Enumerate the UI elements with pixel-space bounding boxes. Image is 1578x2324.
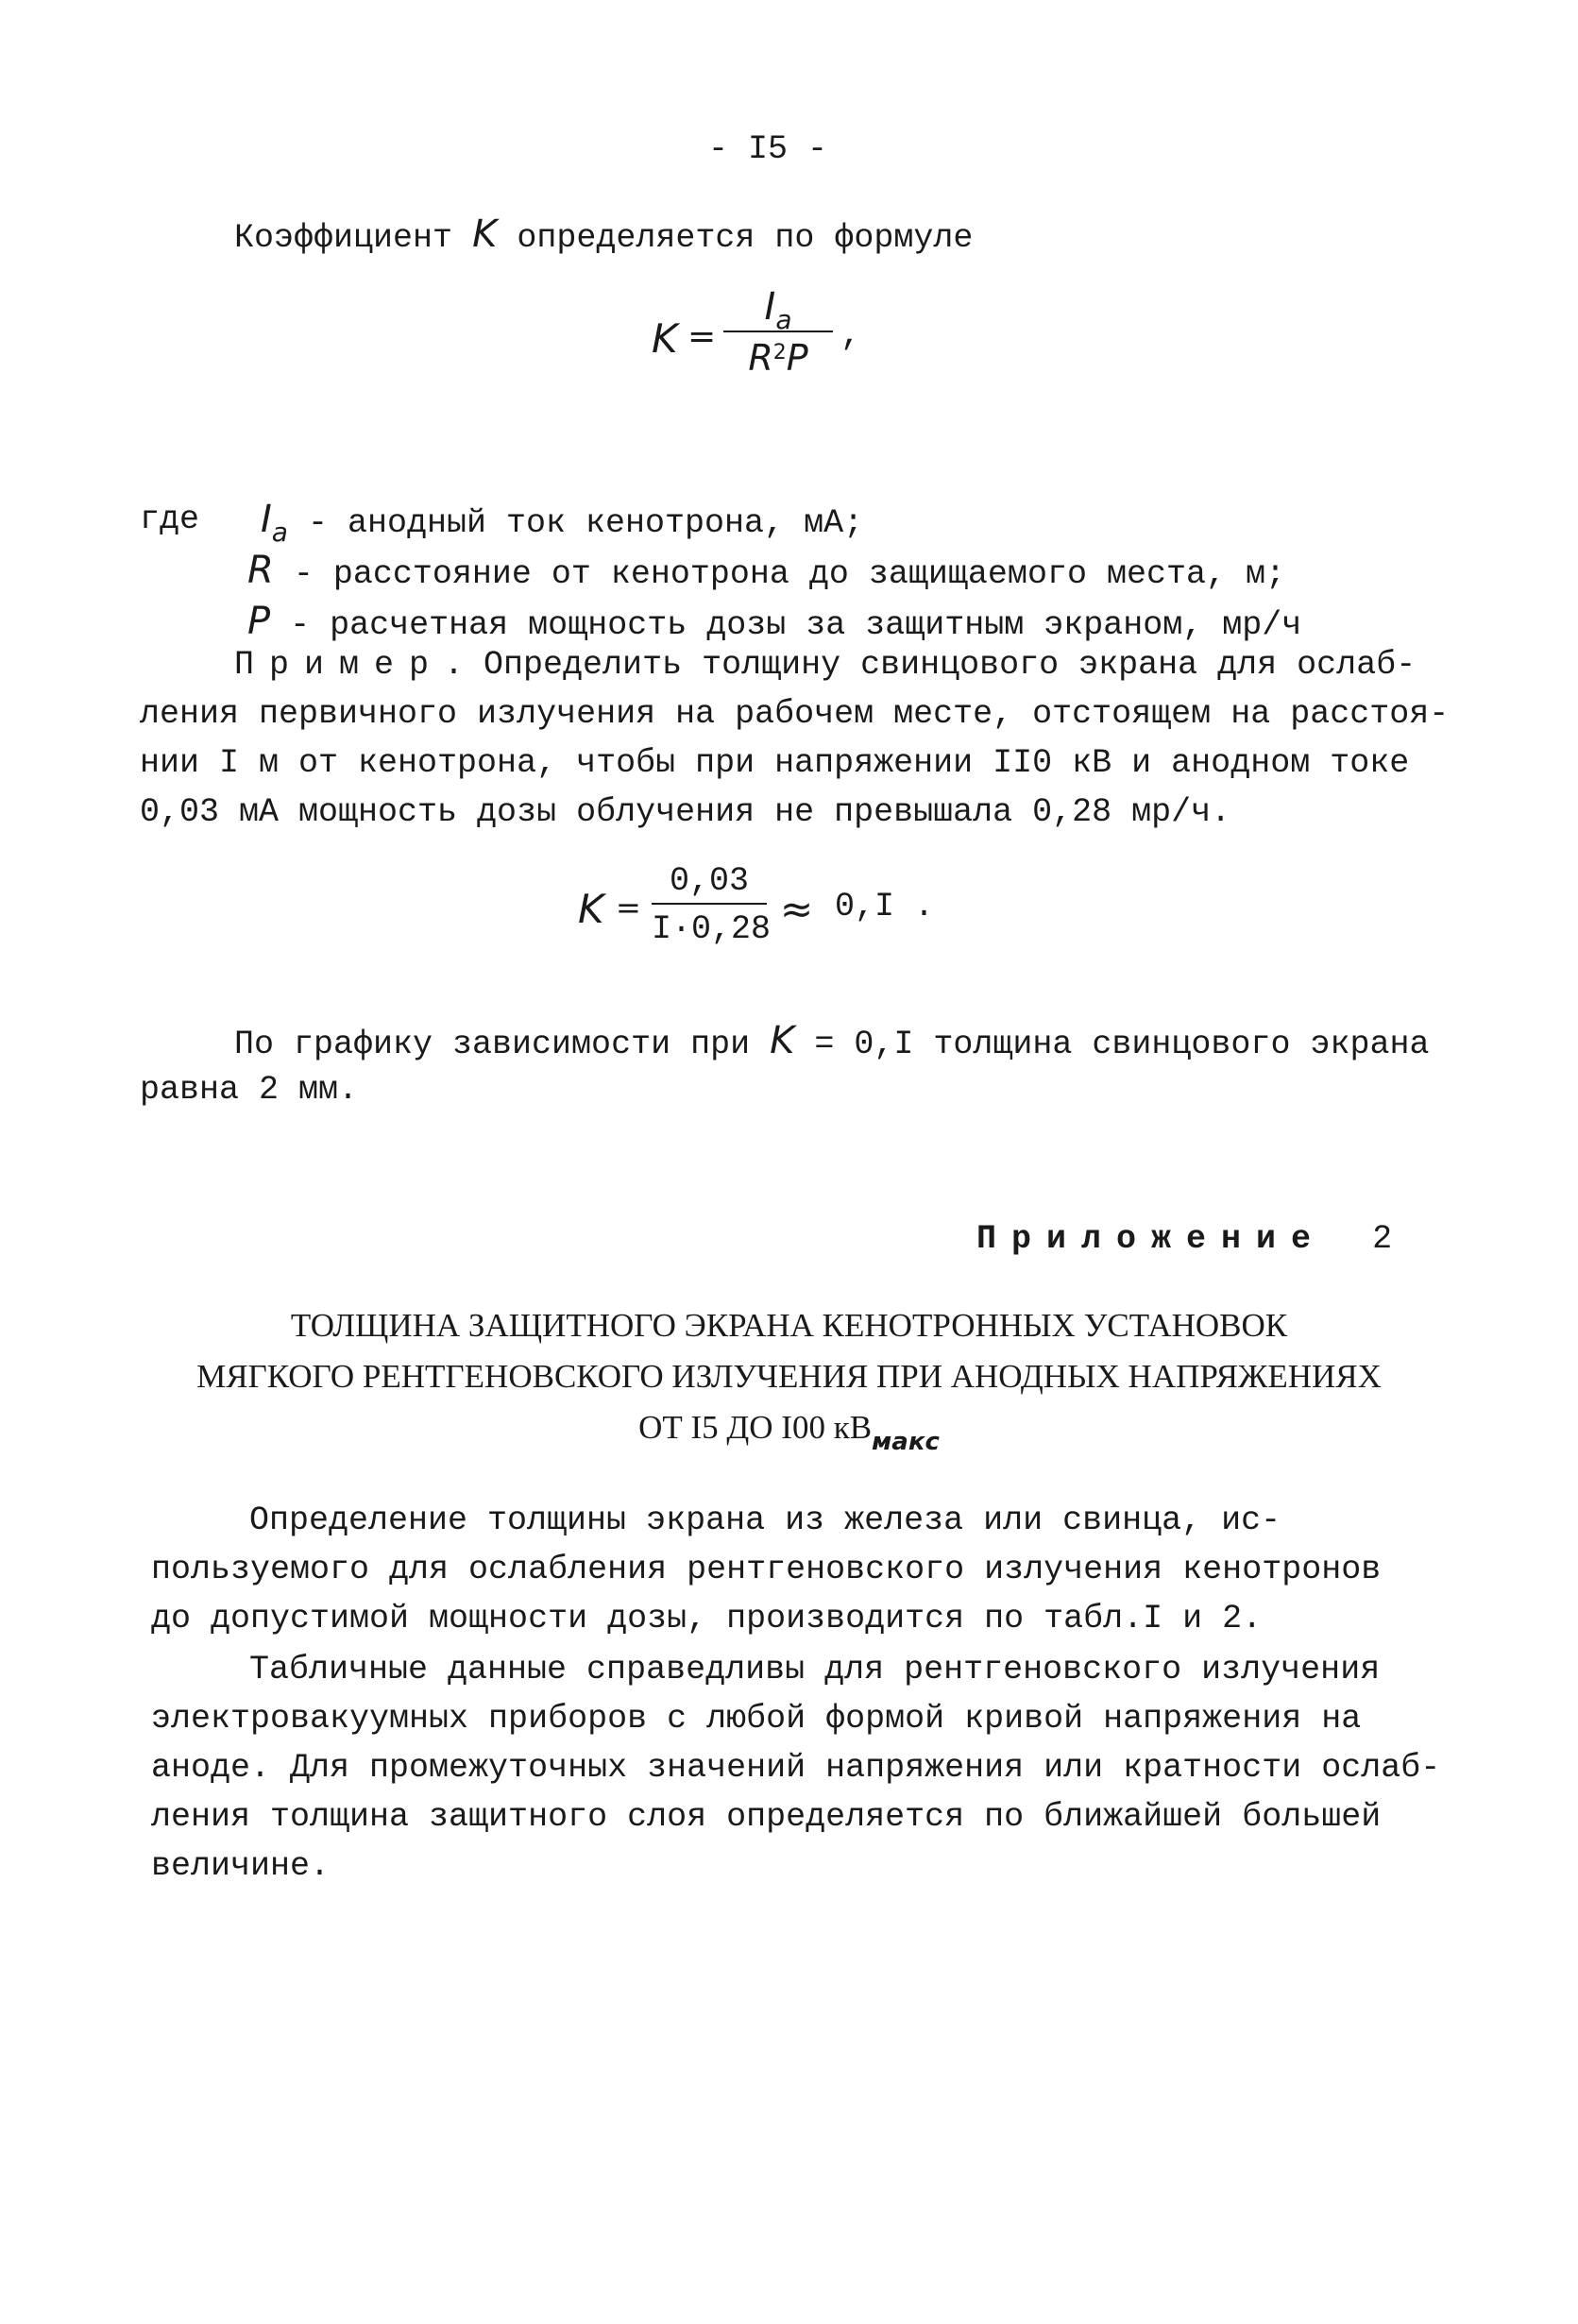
paragraph-2-line-4: ления толщина защитного слоя определяется по ближайшей большей	[151, 1798, 1382, 1836]
formula-k-fraction	[723, 283, 833, 380]
appendix-title-line-2: МЯГКОГО РЕНТГЕНОВСКОГО ИЗЛУЧЕНИЯ ПРИ АНОДНЫХ НАПРЯЖЕНИЯХ	[196, 1358, 1382, 1395]
formula-example-numerator: 0,03	[652, 859, 767, 905]
graph-note-prefix: По графику зависимости при	[234, 1026, 751, 1063]
definition-p	[247, 601, 1301, 646]
formula-k-comma: ,	[840, 315, 861, 354]
example-line-3: нии I м от кенотрона, чтобы при напряжении II0 кВ и анодном токе	[140, 744, 1410, 782]
appendix-number: 2	[1372, 1220, 1393, 1258]
formula-example-fraction	[652, 859, 772, 950]
intro-sentence	[234, 213, 973, 259]
formula-k-num-i: I	[764, 285, 776, 329]
intro-prefix: Коэффициент	[234, 219, 453, 257]
paragraph-2-line-3: аноде. Для промежуточных значений напряжения или кратности ослаб-	[151, 1749, 1441, 1787]
definition-p-text: - расчетная мощность дозы за защитным экраном, мр/ч	[290, 606, 1302, 644]
formula-example-result: 0,I .	[835, 888, 935, 925]
example-line-1	[234, 644, 1416, 686]
formula-example-equals: =	[616, 890, 641, 925]
paragraph-1-line-2: пользуемого для ослабления рентгеновского излучения кенотронов	[151, 1551, 1382, 1588]
appendix-title-line-1: ТОЛЩИНА ЗАЩИТНОГО ЭКРАНА КЕНОТРОННЫХ УСТАНОВОК	[290, 1307, 1288, 1344]
definition-ia-sub: a	[271, 517, 288, 548]
graph-note-line-1	[234, 1020, 1429, 1065]
formula-k-numerator	[723, 283, 833, 335]
intro-suffix: определяется по формуле	[517, 219, 974, 257]
formula-example-approx: ≈	[780, 886, 814, 932]
definition-ia-symbol: I	[261, 498, 272, 541]
appendix-title-line-3-main: ОТ I5 ДО I00 кВ	[638, 1409, 873, 1446]
paragraph-2-line-1: Табличные данные справедливы для рентгеновского излучения	[249, 1651, 1381, 1688]
formula-example	[578, 859, 975, 963]
paragraph-2-line-2: электровакуумных приборов с любой формой кривой напряжения на	[151, 1700, 1362, 1738]
formula-k	[652, 283, 916, 387]
formula-example-lhs: K	[578, 886, 604, 932]
graph-note-symbol-k: K	[770, 1019, 795, 1062]
intro-symbol-k: K	[472, 212, 498, 256]
formula-k-den-p: P	[786, 337, 808, 379]
graph-note-middle: = 0,I толщина свинцового экрана	[814, 1026, 1430, 1063]
paragraph-1-line-1: Определение толщины экрана из железа или свинца, ис-	[249, 1501, 1281, 1539]
example-label: Пример	[234, 646, 445, 684]
appendix-word: Приложение	[976, 1220, 1327, 1258]
definition-ia	[261, 498, 864, 548]
page-number: - I5 -	[708, 130, 828, 168]
paragraph-2-line-5: величине.	[151, 1847, 331, 1885]
formula-k-denominator	[723, 332, 833, 380]
example-line-2: ления первичного излучения на рабочем месте, отстоящем на расстоя-	[140, 695, 1450, 733]
formula-k-den-r: R	[748, 337, 773, 379]
appendix-label	[976, 1218, 1392, 1260]
definition-r-symbol: R	[247, 549, 274, 592]
definition-ia-text: - анодный ток кенотрона, мА;	[307, 504, 864, 542]
definition-r-text: - расстояние от кенотрона до защищаемого места, м;	[293, 555, 1285, 593]
formula-k-den-exp: 2	[772, 341, 787, 365]
definition-where: где	[140, 500, 200, 538]
example-line-4: 0,03 мА мощность дозы облучения не превышала 0,28 мр/ч.	[140, 793, 1231, 831]
formula-k-lhs: K	[652, 315, 678, 362]
example-line-1-text: . Определить толщину свинцового экрана для ослаб-	[444, 646, 1417, 684]
appendix-title-line-3	[0, 1407, 1578, 1456]
definition-p-symbol: P	[247, 600, 271, 643]
paragraph-1-line-3: до допустимой мощности дозы, производится по табл.I и 2.	[151, 1600, 1263, 1637]
formula-k-equals: =	[687, 317, 717, 356]
definition-r	[247, 550, 1285, 595]
formula-example-denominator: I·0,28	[652, 910, 772, 948]
formula-k-num-sub: a	[775, 304, 792, 335]
graph-note-line-2: равна 2 мм.	[140, 1071, 359, 1109]
appendix-title-line-3-sub: макс	[872, 1428, 940, 1456]
